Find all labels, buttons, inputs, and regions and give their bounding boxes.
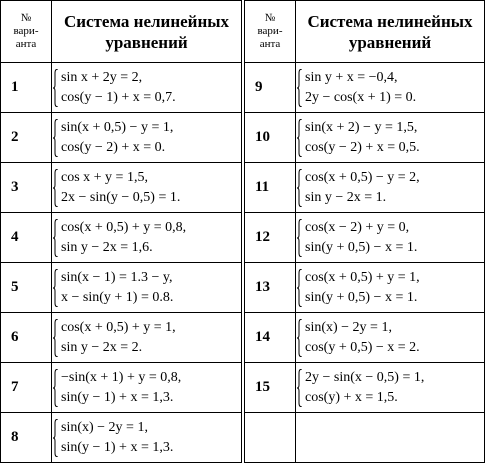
- brace-icon: [297, 219, 302, 257]
- equation-system-empty: [296, 413, 485, 463]
- equation-1: sin(x − 1) = 1.3 − y,: [61, 269, 173, 285]
- equation-2: 2y − cos(x + 1) = 0.: [305, 89, 417, 105]
- equation-system: [296, 63, 485, 113]
- brace-icon: [53, 269, 58, 307]
- brace-icon: [53, 119, 58, 157]
- variant-number: 4: [1, 213, 52, 263]
- equation-system: [52, 363, 242, 413]
- variant-number: 3: [1, 163, 52, 213]
- table-row: [1, 213, 242, 263]
- equation-system: [296, 313, 485, 363]
- variant-number: 13: [245, 263, 296, 313]
- header-label: анта: [15, 38, 37, 50]
- brace-icon: [297, 119, 302, 157]
- equation-2: sin y − 2x = 2.: [61, 339, 143, 355]
- equation-2: cos(y + 0,5) − x = 2.: [305, 339, 420, 355]
- system-header: [52, 1, 242, 63]
- equation-2: cos(y) + x = 1,5.: [305, 389, 398, 405]
- variant-number: [245, 413, 296, 463]
- table-row: [245, 113, 485, 163]
- header-label: Система нелинейных: [307, 11, 473, 31]
- variant-number: 12: [245, 213, 296, 263]
- brace-icon: [297, 269, 302, 307]
- table-row: [245, 313, 485, 363]
- equation-1: cos(x + 0,5) + y = 1,: [305, 269, 420, 285]
- table-row: [1, 63, 242, 113]
- table-row: [245, 363, 485, 413]
- variant-number: 11: [245, 163, 296, 213]
- brace-icon: [53, 419, 58, 457]
- variant-number: 7: [1, 363, 52, 413]
- header-label: уравнений: [105, 32, 188, 52]
- brace-icon: [297, 319, 302, 357]
- table-row: [1, 413, 242, 463]
- equation-system: [52, 263, 242, 313]
- variant-number: 14: [245, 313, 296, 363]
- equation-system: [52, 163, 242, 213]
- table-row: [1, 363, 242, 413]
- variant-number: 10: [245, 113, 296, 163]
- brace-icon: [53, 69, 58, 107]
- equation-system: [52, 63, 242, 113]
- header-row: [1, 1, 242, 63]
- equation-1: cos(x − 2) + y = 0,: [305, 219, 410, 235]
- equation-system: [52, 413, 242, 463]
- equation-system: [296, 113, 485, 163]
- brace-icon: [53, 169, 58, 207]
- equation-2: sin y − 2x = 1.: [305, 189, 387, 205]
- header-label: вари-: [257, 25, 283, 37]
- table-row: [245, 413, 485, 463]
- equation-1: sin(x) − 2y = 1,: [61, 419, 148, 435]
- table-row: [245, 163, 485, 213]
- equation-2: cos(y − 2) + x = 0,5.: [305, 139, 420, 155]
- variant-number: 5: [1, 263, 52, 313]
- system-header: [296, 1, 485, 63]
- equation-1: sin x + 2y = 2,: [61, 69, 143, 85]
- header-row: [245, 1, 485, 63]
- table-row: [245, 263, 485, 313]
- variant-number: 8: [1, 413, 52, 463]
- brace-icon: [53, 219, 58, 257]
- table-row: [1, 163, 242, 213]
- variant-number-header: [1, 1, 52, 63]
- variant-number: 6: [1, 313, 52, 363]
- brace-icon: [297, 369, 302, 407]
- equation-system: [52, 213, 242, 263]
- table-row: [245, 213, 485, 263]
- header-label: Система нелинейных: [63, 11, 230, 31]
- table-row: [1, 313, 242, 363]
- brace-icon: [297, 169, 302, 207]
- equation-system: [296, 163, 485, 213]
- brace-icon: [53, 369, 58, 407]
- table-row: [245, 63, 485, 113]
- table-row: [1, 113, 242, 163]
- equation-system: [296, 263, 485, 313]
- equation-system: [52, 313, 242, 363]
- table-row: [1, 263, 242, 313]
- equation-1: sin(x) − 2y = 1,: [305, 319, 392, 335]
- equation-2: 2x − sin(y − 0,5) = 1.: [61, 189, 181, 205]
- equation-2: x − sin(y + 1) = 0.8.: [61, 289, 174, 305]
- equation-1: cos(x + 0,5) + y = 0,8,: [61, 219, 187, 235]
- equation-1: sin y + x = −0,4,: [305, 69, 398, 85]
- variant-number: 15: [245, 363, 296, 413]
- equation-2: sin(y + 0,5) − x = 1.: [305, 289, 418, 305]
- header-label: уравнений: [348, 32, 432, 52]
- equation-2: sin(y + 0,5) − x = 1.: [305, 239, 418, 255]
- equation-2: sin(y − 1) + x = 1,3.: [61, 439, 174, 455]
- equation-1: cos x + y = 1,5,: [61, 169, 148, 185]
- right-table: [244, 0, 485, 463]
- header-label: №: [20, 12, 32, 24]
- equation-2: cos(y − 1) + x = 0,7.: [61, 89, 176, 105]
- brace-icon: [297, 69, 302, 107]
- equation-1: sin(x + 2) − y = 1,5,: [305, 119, 418, 135]
- equation-system: [296, 363, 485, 413]
- equation-system: [296, 213, 485, 263]
- equation-2: sin y − 2x = 1,6.: [61, 239, 153, 255]
- variant-number-header: [245, 1, 296, 63]
- header-label: №: [264, 12, 276, 24]
- equation-2: cos(y − 2) + x = 0.: [61, 139, 166, 155]
- equation-1: sin(x + 0,5) − y = 1,: [61, 119, 174, 135]
- equation-system: [52, 113, 242, 163]
- header-label: анта: [259, 38, 281, 50]
- equation-1: cos(x + 0,5) − y = 2,: [305, 169, 420, 185]
- equation-1: cos(x + 0,5) + y = 1,: [61, 319, 176, 335]
- equation-1: 2y − sin(x − 0,5) = 1,: [305, 369, 425, 385]
- variant-number: 1: [1, 63, 52, 113]
- equation-2: sin(y − 1) + x = 1,3.: [61, 389, 174, 405]
- variant-number: 9: [245, 63, 296, 113]
- header-label: вари-: [13, 25, 39, 37]
- variant-number: 2: [1, 113, 52, 163]
- equation-1: −sin(x + 1) + y = 0,8,: [61, 369, 182, 385]
- left-table: [0, 0, 242, 463]
- brace-icon: [53, 319, 58, 357]
